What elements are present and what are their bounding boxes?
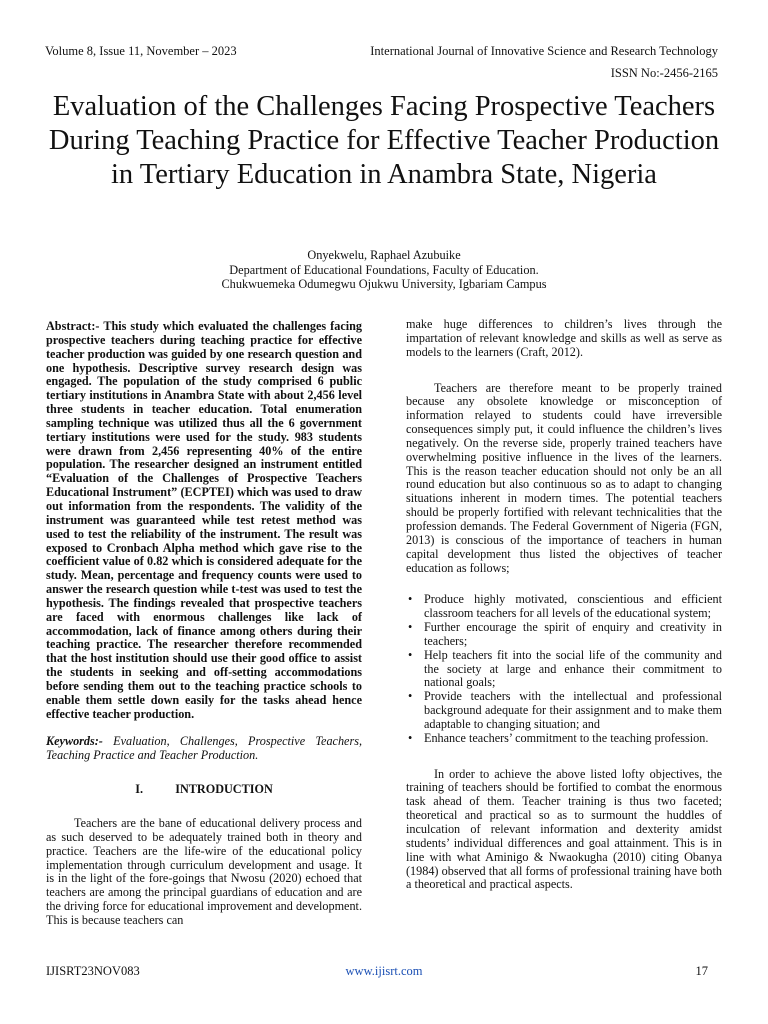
keywords-text: Evaluation, Challenges, Prospective Teachers, Teaching Practice and Teacher Production. [46,734,362,763]
intro-paragraph-1: Teachers are the bane of educational delivery process and as such deserved to be adequately trained both in theory and practice. Teachers are the life-wire of the educational policy implementation through curriculum development and usage. It is in the light of the fore-goings that Nwosu (2020) echoed that teachers are among the principal guardians of education and are the driving force for educational improvement and development. This is because teachers can [46,816,362,927]
list-item: • Further encourage the spirit of enquiry and creativity in teachers; [408,620,722,648]
right-column [406,318,722,892]
intro-paragraph-2: Teachers are therefore meant to be properly trained because any obsolete knowledge or misconception of information relayed to students could have irreversible consequences simply put, it could influence the children’s lives negatively. On the reverse side, properly trained teachers have overwhelming positive influence in the lives of the learners. This is the reason teacher education should not only be an all round education but also continuous so as to adapt to changing situations inherent in modern times. The potential teachers should be properly fortified with relevant technicalities that the profession demands. The Federal Government of Nigeria (FGN, 2013) is conscious of the importance of teachers in human capital development thus listed the objectives of teacher education as follows; [406,380,722,575]
abstract: Abstract:- This study which evaluated the challenges facing prospective teachers during teaching practice for effective teacher production was guided by one research question and one hypothesis. Descriptive survey research design was engaged. The population of the study comprised 6 public tertiary institutions in Anambra State with about 2,456 level three students in teacher education. Total enumeration sampling technique was utilized thus all the 6 government tertiary institutions were used for the study. 983 students were drawn from 2,456 representing 40% of the entire population. The researcher designed an instrument entitled “Evaluation of the Challenges of Prospective Teachers Educational Instrument” (ECPTEI) which was used to draw out information from the respondents. The validity of the instrument was guaranteed while test retest method was used to test the reliability of the instrument. The result was exposed to Cronbach Alpha method which gave rise to the coefficient value of 0.82 which is considered adequate for the study. Mean, percentage and frequency counts were used to answer the research question while t-test was used to test the hypothesis. The findings revealed that prospective teachers are faced with enormous challenges like lack of accommodation, lack of finance among others during their teaching practice. The researcher therefore recommended that the host institution should use their good office to assist the students in seeking and off-setting accommodations before sending them out to the teaching practice schools to enable them settle down easily for the tasks ahead hence effective teacher production. [46,319,362,721]
list-item: • Provide teachers with the intellectual and professional background adequate for their assignment and to make them adaptable to changing situation; and [408,689,722,731]
website-link[interactable]: www.ijisrt.com [345,964,423,978]
author-university: Chukwuemeka Odumegwu Ojukwu University, Igbariam Campus [221,277,547,291]
bullet-icon: • [408,592,413,607]
paper-code: IJISRT23NOV083 [46,964,140,978]
list-item: • Help teachers fit into the social life of the community and the society at large and enhance their commitment to national goals; [408,647,722,690]
keywords-label: Keywords:- [46,734,103,749]
section-title: INTRODUCTION [175,782,273,797]
list-item: • Enhance teachers’ commitment to the teaching profession. [408,730,709,745]
section-heading [46,783,362,797]
bullet-icon: • [408,689,413,704]
page-number: 17 [695,964,708,978]
list-item: • Produce highly motivated, conscientious and efficient classroom teachers for all levels of the educational system; [408,592,722,621]
bullet-icon: • [408,647,413,662]
author-department: Department of Educational Foundations, Faculty of Education. [229,262,539,277]
journal-issn: ISSN No:-2456-2165 [610,66,718,80]
author-name: Onyekwelu, Raphael Azubuike [307,248,461,262]
bullet-icon: • [408,730,413,745]
intro-paragraph-3: In order to achieve the above listed lofty objectives, the training of teachers should be fortified to combat the enormous task ahead of them. Teacher training is thus two faceted; theoretical and practical so as to surmount the huddles of inculcation of relevant information and dexterity amidst students’ individual differences and goal attainment. This is in line with what Aminigo & Nwaokugha (2010) citing Obanya (1984) observed that all forms of professional training have both a theoretical and practical aspects. [406,766,722,892]
paper-title: Evaluation of the Challenges Facing Prospective Teachers During Teaching Practice for Effective Teacher Production in Tertiary Education in Anambra State, Nigeria [48,91,720,190]
left-column [46,320,362,928]
intro-paragraph-continued: make huge differences to children’s lives through the impartation of relevant knowledge and skills as well as serve as models to the learners (Craft, 2012). [406,317,722,359]
section-number: I. [135,782,144,797]
journal-name: International Journal of Innovative Science and Research Technology [370,44,718,58]
objectives-list [406,593,722,745]
author-block [0,248,768,292]
keywords [46,735,362,763]
bullet-icon: • [408,620,413,635]
journal-volume: Volume 8, Issue 11, November – 2023 [45,44,237,58]
